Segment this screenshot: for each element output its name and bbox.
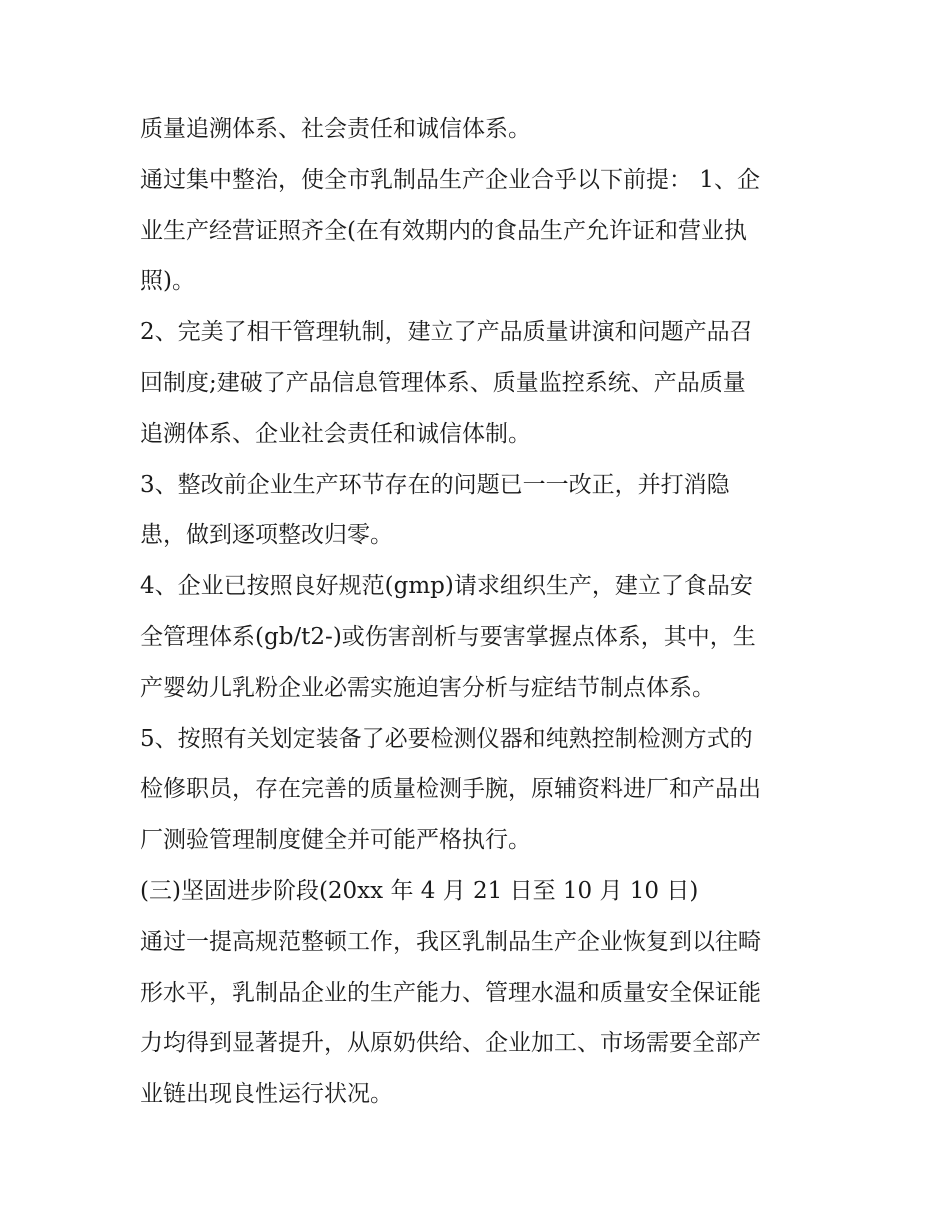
document-body — [140, 104, 820, 1120]
text-line: 4、企业已按照良好规范(gmp)请求组织生产，建立了食品安 — [140, 573, 753, 600]
paragraph — [140, 155, 820, 307]
text-line: 全管理体系(gb/t2-)或伤害剖析与要害掌握点体系，其中，生 — [140, 623, 756, 650]
text-line: 2、完美了相干管理轨制，建立了产品质量讲演和问题产品召 — [140, 319, 753, 346]
text-line: 通过一提高规范整顿工作，我区乳制品生产企业恢复到以往畸 — [140, 928, 761, 955]
paragraph — [140, 866, 820, 917]
text-line: 业生产经营证照齐全(在有效期内的食品生产允许证和营业执 — [140, 217, 747, 244]
paragraph — [140, 561, 820, 713]
text-line: 产婴幼儿乳粉企业必需实施迫害分析与症结节制点体系。 — [140, 674, 715, 701]
text-line: 形水平，乳制品企业的生产能力、管理水温和质量安全保证能 — [140, 979, 761, 1006]
paragraph — [140, 104, 820, 155]
text-line: 检修职员，存在完善的质量检测手腕，原辅资料进厂和产品出 — [140, 776, 761, 803]
text-line: 力均得到显著提升，从原奶供给、企业加工、市场需要全部产 — [140, 1030, 761, 1057]
text-line: 通过集中整治，使全市乳制品生产企业合乎以下前提： 1、企 — [140, 166, 760, 193]
text-line: 回制度;建破了产品信息管理体系、质量监控系统、产品质量 — [140, 369, 746, 396]
text-line: 追溯体系、企业社会责任和诚信体制。 — [140, 420, 531, 447]
paragraph — [140, 714, 820, 866]
text-line: 质量追溯体系、社会责任和诚信体系。 — [140, 116, 531, 142]
paragraph — [140, 917, 820, 1120]
text-line: 厂测验管理制度健全并可能严格执行。 — [140, 827, 531, 854]
paragraph — [140, 307, 820, 459]
text-line: 5、按照有关划定装备了必要检测仪器和纯熟控制检测方式的 — [140, 725, 753, 752]
text-line: 照)。 — [140, 268, 195, 295]
text-line: 业链出现良性运行状况。 — [140, 1081, 393, 1108]
text-line: 3、整改前企业生产环节存在的问题已一一改正，并打消隐 — [140, 471, 730, 498]
paragraph — [140, 460, 820, 562]
text-line: (三)坚固进步阶段(20xx 年 4 月 21 日至 10 月 10 日) — [140, 877, 699, 904]
text-line: 患，做到逐项整改归零。 — [140, 522, 393, 549]
